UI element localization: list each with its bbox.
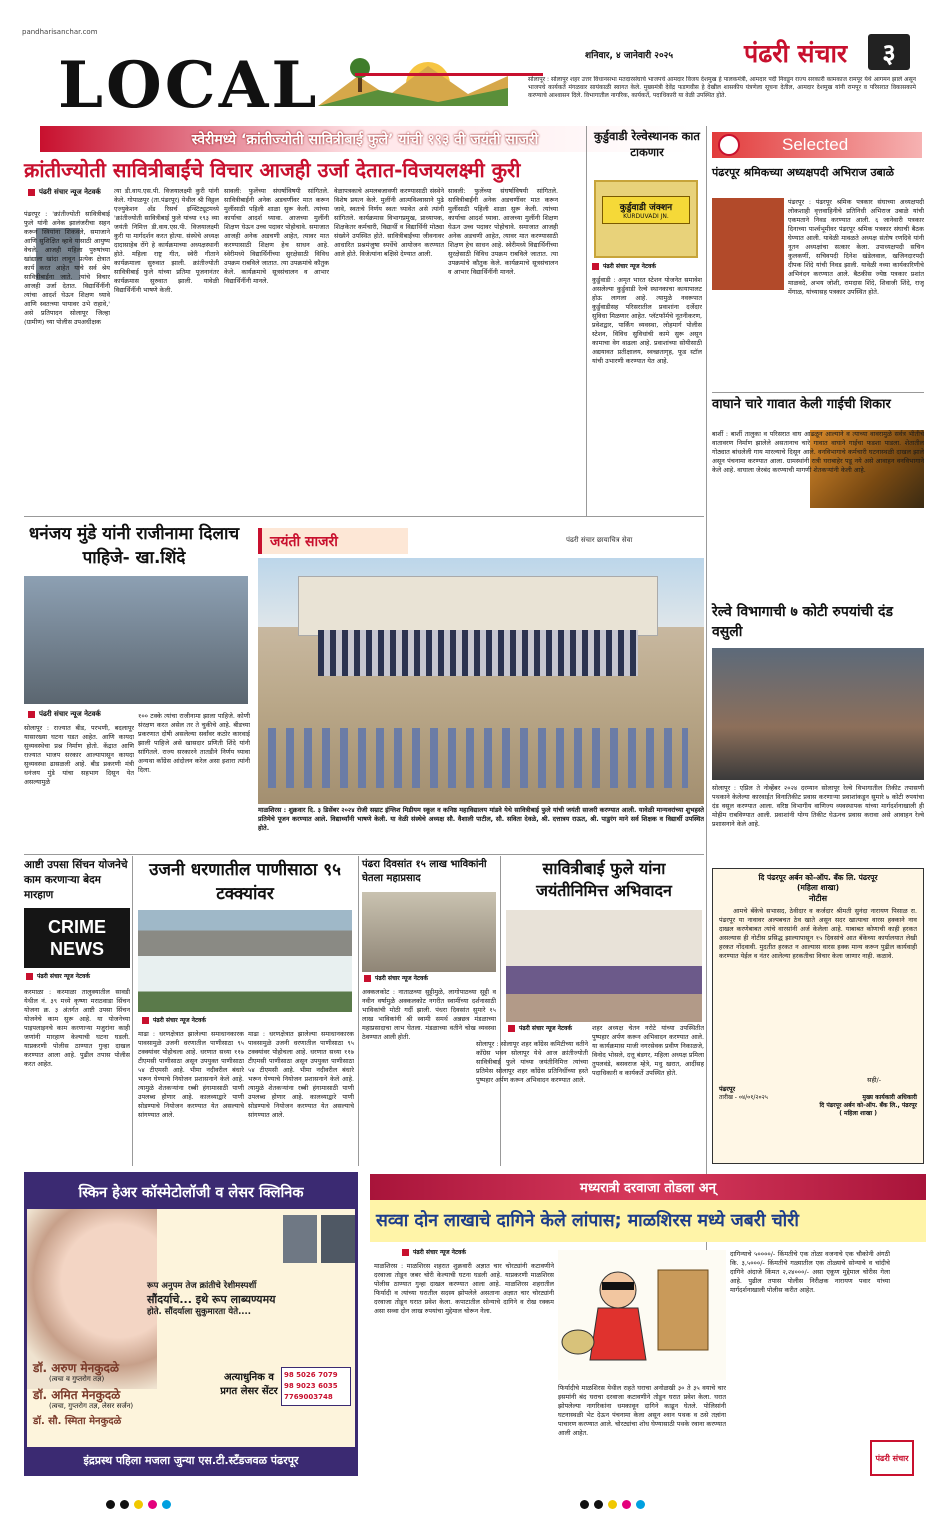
story1-col3: सावली: फुलेंच्या संघर्षाविषयी सांगितले. सावित्रीबाईंनी अनेक अडचणींवर मात करून मुलींसाठी पहिली शाळा सुरू केली. त्यांच्या कार्याचा आदर्श घ्यावा. आजच्या मुलींनी शिक्षण घेऊन उच्च पदावर पोहोचावे. समाजात आजही अनेक अडचणी आहेत, त्यावर मात करण्यासाठी शिक्षण हेच साधन आहे. स्वेरीमध्ये विद्यार्थिनींच्या सुरक्षेसाठी विविध उपक्रम राबविले जातात. त्या उपक्रमांचे कौतुक केले. कार्यक्रमाचे सूत्रसंचालन व आभार विद्यार्थिनींनी मानले. xyxy=(224,187,329,285)
notice-sign3: दि पंढरपूर अर्बन को-ऑप. बँक लि., पंढरपूर xyxy=(819,1102,917,1109)
kurduwadi-byline: पंढरी संचार न्यूज नेटवर्क xyxy=(592,262,656,270)
mahaprasad-byline: पंढरी संचार न्यूज नेटवर्क xyxy=(364,974,428,982)
notice-footer xyxy=(719,1093,917,1101)
ad-tagline-box xyxy=(147,1277,347,1322)
crime-news-text: CRIME NEWS xyxy=(48,917,106,959)
chori-kicker-bar xyxy=(370,1174,926,1200)
savitri-right: शहर अध्यक्ष चेतन नरोटे यांच्या उपस्थितीत पुष्पहार अर्पण करून अभिवादन करण्यात आले. या कार्यक्रमास माजी नगरसेवक प्रवीण निकाळजे, विनोद भोसले, दत्तू बंडगर, महिला अध्यक्ष प्रमिला तुपलवंडे, बसवराज म्हेत्रे, मधु खरात, आदींसह पदाधिकारी व कार्यकर्ते उपस्थित होते. xyxy=(592,1024,704,1077)
issue-date: शनिवार, ४ जानेवारी २०२५ xyxy=(585,51,674,61)
story1-col1: पंढरपूर : 'क्रांतीज्योती सावित्रीबाई फुले यांनी अनेक झालंजरीचा सहन करून स्त्रियांना शिकवले, समाजाने आणि सुशिक्षित व्हावे यासाठी आयुष्य वेचले. आजही महिला पुरुषांच्या खांद्याला खांदा लावून प्रत्येक क्षेत्रात कार्य करत आहेत याचे सर्व श्रेय सावित्रीबाईंना जाते. त्यांचे विचार आजही उर्जा देतात. विद्यार्थिनींनी त्यांचा आदर्श घेऊन शिक्षण घ्यावे आणि स्वतःच्या पायावर उभे राहावे,' असे प्रतिपादन सोलापूर जिल्हा (ग्रामीण) च्या पोलीस उपअधीक्षक xyxy=(24,210,110,326)
notice-branch: (महिला शाखा) xyxy=(796,883,840,892)
story1-byline: पंढरी संचार न्यूज नेटवर्क xyxy=(28,188,101,197)
students-row xyxy=(318,630,638,676)
story1-headline: क्रांतीज्योती सावित्रीबाईंचे विचार आजही उर्जा देतात-विजयलक्ष्मी कुरी xyxy=(24,158,521,182)
notice-sign4: ( महिला शाखा ) xyxy=(839,1110,877,1117)
ujani-body: माढा : धरणक्षेत्रात झालेल्या समाधानकारक पावसामुळे उजनी धरणातील पाणीसाठा ९५ टक्क्यांवर पोहोचला आहे. धरणात सध्या ११७ टीएमसी पाणीसाठा असून उपयुक्त पाणीसाठा ५४ टीएमसी आहे. भीमा नदीवरील बंधारे भरून घेण्याचे नियोजन प्रशासनाने केले आहे. त्यामुळे शेतकऱ्यांना रब्बी हंगामासाठी पाणी उपलब्ध होणार आहे. कालव्याद्वारे पाणी सोडण्याचे नियोजन करण्यात येत असल्याचे सांगण्यात आले. xyxy=(138,1030,244,1119)
doc1-name: डॉ. अरुण मेनकुदळे xyxy=(33,1361,120,1375)
header-ticker: सोलापूर : सोलापूर शहर उत्तर विधानसभा मतदारसंघाचे भाजपचे आमदार विजय देशमुख हे पालकमंत्री, आमदार पदी निवडून राज्य सरकारी कामकाज रामपूर येथे आगमन झाले असून भाजपचे कार्यकर्ते मंगळवार सायंकाळी स्वागत केले. मुख्यमंत्री देवेंद्र फडणवीस हे देखील शासकीय यंत्रणेला सूचना देतील, आमदार देशमुख यांनी रामपूर व परिसरात विकासकामे करण्याचे आश्वासन दिले. विभागातील नागरिक, कार्यकर्ते, पदाधिकारी या वेळी उपस्थित होते. xyxy=(528,76,916,99)
students-seated xyxy=(268,728,688,788)
paper-name: पंढरी संचार xyxy=(744,39,848,68)
ad-doctor-photos xyxy=(283,1215,355,1263)
crime-news-image xyxy=(24,908,130,968)
section-title: LOCAL xyxy=(58,48,320,123)
ad-tagline-1: रूप अनुपम तेज क्रांतीचे रेशीमस्पर्शी xyxy=(147,1281,257,1291)
story1-col2: त्या डी.वाय.एस.पी. विजयालक्ष्मी कुरी यांनी केले. गोपाळपूर (ता.पंढरपूर) येथील श्री विठ्ठल एज्युकेशन अँड रिसर्च इन्स्टिट्यूटमध्ये 'क्रांतीज्योती सावित्रीबाई फुले यांच्या १९३ व्या जयंती निमित्त डी.वाय.एस.पी. विजयालक्ष्मी कुरी या मार्गदर्शन करत होत्या. संस्थेचे अध्यक्ष दादासाहेब रोंगे हे कार्यक्रमाच्या अध्यक्षस्थानी होते. महिला राष्ट्र गीत, स्वेरी गीताने कार्यक्रमाला सुरुवात झाली. क्रांतीज्योती सावित्रीबाई फुले यांच्या प्रतिमा पूजनानंतर कार्यक्रमास सुरुवात झाली. यावेळी विद्यार्थिनींनी भाषणे केली. xyxy=(114,187,219,294)
chori-headline: सव्वा दोन लाखाचे दागिने केले लांपास; माळशिरस मध्ये जबरी चोरी xyxy=(376,1211,799,1231)
selected-logo-icon xyxy=(718,134,740,156)
kurduwadi-headline: कुर्डुवाडी रेल्वेस्थानक कात टाकणार xyxy=(594,129,700,159)
mahaprasad-photo xyxy=(362,892,496,972)
dhananjay-byline: पंढरी संचार न्यूज नेटवर्क xyxy=(28,710,101,719)
ujani-body-2: माढा : धरणक्षेत्रात झालेल्या समाधानकारक पावसामुळे उजनी धरणातील पाणीसाठा ९५ टक्क्यांवर पोहोचला आहे. धरणात सध्या ११७ टीएमसी पाणीसाठा असून उपयुक्त पाणीसाठा ५४ टीएमसी आहे. भीमा नदीवरील बंधारे भरून घेण्याचे नियोजन प्रशासनाने केले आहे. त्यामुळे शेतकऱ्यांना रब्बी हंगामासाठी पाणी उपलब्ध होणार आहे. कालव्याद्वारे पाणी सोडण्याचे नियोजन करण्यात येत असल्याचे सांगण्यात आले. xyxy=(248,1030,354,1119)
ad-tagline-3: होते. सौंदर्याला सुकुमारता येते.... xyxy=(147,1307,251,1317)
notice-sign1: सही/- xyxy=(867,1076,881,1084)
notice-place: पंढरपूर xyxy=(719,1085,736,1093)
savitri-photo xyxy=(506,910,702,1022)
print-color-dots-right xyxy=(580,1500,645,1509)
notice-bank: दि पंढरपूर अर्बन को-ऑप. बँक लि. पंढरपूर xyxy=(758,873,878,882)
chori-kicker: मध्यरात्री दरवाजा तोडला अन् xyxy=(580,1181,716,1196)
notice-sign2: मुख्य कार्यकारी अधिकारी xyxy=(862,1094,917,1101)
savitri-byline: पंढरी संचार न्यूज नेटवर्क xyxy=(508,1024,572,1032)
notice-date: तारीख - ०४/०१/२०२५ xyxy=(719,1094,768,1101)
notice-body: आमचे बँकेचे सभासद, ठेवीदार व कर्जदार श्रीमती सुनंदा नारायण पिसाळ रा. पंढरपूर या नावावर अल्पबचत ठेव खाते असून सदर खात्याचा वारस हक्काने नाव दाखल करणेबाबत त्यांचे वारसांनी अर्ज केलेला आहे. याबाबत कोणाची काही हरकत असल्यास ही नोटीस प्रसिद्ध झाल्यापासून १५ दिवसांचे आत बँकेच्या कार्यालयात लेखी हरकत नोंदवावी. मुदतीत हरकत न आल्यास वारस हक्क मान्य करून पुढील कार्यवाही करण्यात येईल व नंतर आलेल्या हरकतीचा विचार केला जाणार नाही. कळावे. xyxy=(719,907,917,960)
ad-phone-2[interactable]: 98 9023 6035 xyxy=(284,1382,338,1390)
ad-title: स्किन हेअर कॉस्मेटोलॉजी व लेसर क्लिनिक xyxy=(78,1185,304,1201)
page-number-badge xyxy=(868,34,910,70)
doctor-photo-2 xyxy=(321,1215,355,1263)
dhananjay-left: सोलापूर : राज्यात बीड, परभणी, बदलापूर यासारख्या घटना घडत आहेत. आणि कायदा सुव्यवस्थेचा प्रश्न निर्माण होतो. केंद्रात आणि राज्यात भाजप सरकार आल्यापासून कायदा सुव्यवस्था ढासळली आहे. बीड प्रकरणी मंत्री धनंजय मुंडे यांचा सहभाग दिसून येत असल्यामुळे xyxy=(24,724,134,786)
landscape-logo-icon xyxy=(318,46,508,106)
adhikari-byline: पंढरी संचार न्यूज नेटवर्क xyxy=(26,972,90,980)
kicker-text: स्वेरीमध्ये ‘क्रांतीज्योती सावित्रीबाई फुले’ यांची १९३ वी जयंती साजरी xyxy=(191,131,539,148)
bank-notice xyxy=(712,868,924,1164)
ad-phone-3[interactable]: 7769003748 xyxy=(284,1393,333,1401)
clinic-ad[interactable] xyxy=(24,1172,358,1476)
kurduwadi-photo xyxy=(594,180,698,258)
ad-feature-2: प्रगत लेसर सेंटर xyxy=(220,1386,278,1397)
doc2-name: डॉ. अमित मेनकुदळे xyxy=(33,1388,121,1402)
railfine-headline: रेल्वे विभागाची ७ कोटी रुपयांची दंड वसुली xyxy=(712,604,893,640)
railfine-photo xyxy=(712,648,924,780)
doc2-qual: (त्वचा, गुप्तरोग तज्ञ, लेसर सर्जन) xyxy=(49,1402,134,1410)
chori-logo-text: पंढरी संचार xyxy=(875,1453,909,1463)
ad-feature xyxy=(207,1371,291,1399)
notice-title: नोटीस xyxy=(808,894,828,903)
chori-headline-box xyxy=(370,1200,926,1242)
kurduwadi-body: कुर्डुवाडी : अमृत भारत स्टेशन योजनेत समावेश असलेल्या कुर्डुवाडी रेल्वे स्थानकाचा कायापालट होऊ लागला आहे. त्यामुळे नवरूपात कुर्डुवाडीसह परिसरातील प्रवाशांना दर्जेदार सुविधा मिळणार आहेत. प्लॅटफॉर्मचे नूतनीकरण, प्रवेशद्वार, पार्किंग व्यवस्था, लोहमार्ग पोलीस स्टेशन, विविध सुविधांची कामे सुरू असून कामाचा वेग वाढला आहे. प्रवाशांच्या सोयीसाठी अद्ययावत प्रतीक्षालय, स्वच्छतागृह, फूड स्टॉल यांची उभारणी करण्यात येत आहे. xyxy=(592,276,702,365)
dhananjay-photo xyxy=(24,576,248,704)
ad-phones[interactable] xyxy=(281,1367,351,1406)
ujani-photo xyxy=(138,910,352,1012)
divider-h-tiger xyxy=(712,392,924,393)
mahaprasad-headline: पंढरा दिवसांत १५ लाख भाविकांनी घेतला महाप्रसाद xyxy=(362,859,487,884)
divider-h-mid xyxy=(24,516,704,517)
doctor-photo-1 xyxy=(283,1215,317,1263)
ad-address: इंद्रप्रस्थ पहिला मजला जुन्या एस.टी.स्टँडजवळ पंढरपूर xyxy=(83,1453,299,1467)
selected-headline: पंढरपूर श्रमिकच्या अध्यक्षपदी अभिराज उबाळे xyxy=(712,166,895,179)
ad-title-bar xyxy=(27,1175,355,1209)
story1-col4: वेळापत्रकाचे अमलबजावणी करण्यासाठी संस्थेने विशेष प्रयत्न केले. मुलींनी आत्मविश्वासाने पुढे जावे, स्वतःचे निर्णय स्वतः घ्यावेत असे त्यांनी सांगितले. कार्यक्रमास विभागप्रमुख, प्राध्यापक, शिक्षकेतर कर्मचारी, विद्यार्थी व विद्यार्थिनी मोठ्या संख्येने उपस्थित होते. सावित्रीबाईंच्या जीवनावर आधारित प्रश्नमंजुषा स्पर्धेचे आयोजन करण्यात आले होते. विजेत्यांना बक्षिसे देण्यात आली. xyxy=(334,187,444,258)
dhananjay-right: १०० टक्के त्यांचा राजीनामा झाला पाहिजे. कोणी संरक्षण करत असेल तर ते चुकीचे आहे. बीडच्या प्रकरणात दोषी असलेल्या सर्वांवर कठोर कारवाई झाली पाहिजे असे खासदार प्रणिती शिंदे यांनी सांगितले. राज्य सरकारने तातडीने निर्णय घ्यावा अन्यथा काँग्रेस आंदोलन करेल असा इशारा त्यांनी दिला. xyxy=(138,712,250,774)
adhikari-body: करमाळा : करमाळा तालुक्यातील सावडी येथील नं. ३९ मध्ये कृष्णा मराठवाडा सिंचन योजना क्र. ३ अंतर्गत आष्टी उपसा सिंचन योजनेचे काम सुरू आहे. या योजनेच्या पाइपलाइनचे काम करणाऱ्या मजुरांना काही जणांनी मारहाण केल्याची घटना घडली. याप्रकरणी पोलीस ठाण्यात गुन्हा दाखल करण्यात आला आहे. पुढील तपास पोलीस करत आहेत. xyxy=(24,988,130,1068)
print-color-dots xyxy=(106,1500,171,1509)
ad-address-bar xyxy=(27,1447,355,1473)
ujani-byline: पंढरी संचार न्यूज नेटवर्क xyxy=(142,1016,206,1024)
savitri-headline: सावित्रीबाई फुले यांना जयंतीनिमित्त अभिवादन xyxy=(536,859,672,900)
divider-v3 xyxy=(132,856,133,1166)
chori-col1: माळशिरस : माळशिरस शहरात शुक्रवारी अज्ञात चार चोरट्यांनी कटावणीने दरवाजा तोडून जबर चोरी केल्याची घटना घडली आहे. याप्रकरणी माळशिरस पोलीस ठाण्यात गुन्हा दाखल करण्यात आला आहे. माळशिरस शहरातील फिर्यादी व त्यांच्या घरातील सदस्य झोपलेले असताना अज्ञात चार चोरट्यांनी दरवाजा तोडून घरात प्रवेश केला. कपाटातील सोन्याचे दागिने व रोख रक्कम असा सव्वा दोन लाख रुपयांचा मुद्देमाल चोरून नेला. xyxy=(374,1262,554,1315)
jayanti-photo xyxy=(258,558,704,804)
mahaprasad-body: अक्कलकोट : नाताळच्या सुट्टीमुळे, लागोपाठच्या सुट्टी व नवीन वर्षामुळे अक्कलकोट नगरीत स्वामींच्या दर्शनासाठी भाविकांची मोठी गर्दी झाली. पंधरा दिवसांत सुमारे १५ लाख भाविकांनी श्री स्वामी समर्थ अन्नछत्र मंडळाच्या महाप्रसादाचा लाभ घेतला. मंडळाच्या वतीने चोख व्यवस्था ठेवण्यात आली होती. xyxy=(362,988,496,1041)
doc3-name: डॉ. सौ. स्मिता मेनकुदळे xyxy=(33,1416,122,1427)
ujani-headline: उजनी धरणातील पाणीसाठा ९५ टक्क्यांवर xyxy=(149,860,341,904)
chori-logo-badge xyxy=(870,1440,914,1476)
site-url[interactable]: pandharisanchar.com xyxy=(22,28,98,36)
photo-credit: पंढरी संचार छायाचित्र सेवा xyxy=(566,536,633,544)
station-sign: कुर्डुवाडी जंक्शन KURDUVADI JN. xyxy=(602,196,690,224)
divider-v4 xyxy=(358,856,359,1166)
header-rule xyxy=(355,73,543,76)
ad-feature-1: अत्याधुनिक व xyxy=(224,1372,274,1383)
page-number: ३ xyxy=(882,39,896,69)
divider-v1 xyxy=(586,126,587,516)
tiger-headline: वाघाने चारे गावात केली गाईची शिकार xyxy=(712,397,891,412)
jayanti-label: जयंती साजरी xyxy=(270,533,338,550)
ad-doctors xyxy=(33,1361,193,1429)
jayanti-caption: माळशिरस : शुक्रवार दि. ३ डिसेंबर २०२४ रोजी सम्राट इंग्लिश मिडीयम स्कूल व कनिष्ठ महाविद्यालय मांडवे येथे सावित्रीबाई फुले यांची जयंती साजरी करण्यात आली. यावेळी मान्यवरांच्या शुभहस्ते प्रतिमेचे पूजन करण्यात आले. विद्यार्थ्यांनी भाषणे केली. या वेळी संस्थेचे अध्यक्ष सौ. वैशाली पाटील, सौ. सविता देवळे, श्री. दत्तात्रय राऊत, श्री. पाडुरंग माने सर्व शिक्षक व विद्यार्थी उपस्थित होते. xyxy=(258,806,704,832)
ad-tagline-2: सौंदर्याचे... इथे रूप लाब्यण्यमय xyxy=(147,1293,276,1306)
divider-h-row3 xyxy=(24,854,704,855)
school-building xyxy=(298,576,658,636)
jayanti-label-box xyxy=(258,528,408,554)
tiger-body: बार्शी : बार्शी तालुका व परिसरात वाघ आढळून आल्याने व त्याच्या वावरामुळे सर्वत्र भीतीचे वातावरण निर्माण झालेले असतानाच चारे गावात वाघाने गाईचा फडशा पाडला. शेतातील गोठ्यात बांधलेली गाय मारल्याचे दिसून आले. वनविभागाचे कर्मचारी घटनास्थळी दाखल झाले असून पंचनामा करण्यात आला. ग्रामस्थांनी रात्री घराबाहेर पडू नये असे आवाहन वनविभागाने केले आहे. वाघाला जेरबंद करण्याची मागणी शेतकऱ्यांनी केली आहे. xyxy=(712,430,924,474)
adhikari-headline: आष्टी उपसा सिंचन योजनेचे काम करणाऱ्या बेदम मारहाण xyxy=(24,859,128,901)
selected-label: Selected xyxy=(782,135,849,154)
ad-phone-1[interactable]: 98 5026 7079 xyxy=(284,1371,338,1379)
railfine-body: सोलापूर : एप्रिल ते नोव्हेंबर २०२४ दरम्यान सोलापूर रेल्वे विभागातील तिकीट तपासणी पथकाने केलेल्या कारवाईत विनातिकीट प्रवास करणाऱ्या प्रवाशांकडून सुमारे ७ कोटी रुपयांचा दंड वसूल करण्यात आला. वरिष्ठ विभागीय वाणिज्य व्यवस्थापक यांच्या मार्गदर्शनाखाली ही मोहीम राबविण्यात आली. प्रवाशांनी योग्य तिकीट घेऊनच प्रवास करावा असे आवाहन रेल्वे प्रशासनाने केले आहे. xyxy=(712,784,924,828)
selected-body: पंढरपूर : पंढरपूर श्रमिक पत्रकार संघाच्या अध्यक्षपदी लोकशाही वृत्तवाहिनीचे प्रतिनिधी अभिराज उबाळे यांची एकमताने निवड करण्यात आली. ६ जानेवारी पत्रकार दिनाच्या पार्श्वभूमीवर पंढरपूर श्रमिक पत्रकार संघाची बैठक घेण्यात आली. यावेळी मावळते अध्यक्ष संतोष रणदिवे यांनी नूतन अध्यक्षांचा सत्कार केला. उपाध्यक्षपदी सचिन कुलकर्णी, सचिवपदी दिनेश खंडेलवाल, खजिनदारपदी दीपक शिंदे यांची निवड झाली. यावेळी नव्या कार्यकारिणीचे अभिनंदन करण्यात आले. बैठकीस ज्येष्ठ पत्रकार प्रशांत माळवदे, अभय जोशी, रामदास शिंदे, शिवाजी शिंदे, राजू मेंगाळ, यांच्यासह पत्रकार उपस्थित होते. xyxy=(788,198,924,296)
chori-col3: दागिन्याचे ५००००/- किंमतीचे एक तोळा वजनाचे एक चौकोनी अंगठी कि. ३,५०००/- किंमतीचे गळ्यातील एक तोळ्याचे सोन्याचे व चांदीचे दागिने अंदाजे किंमत २,२४०००/- असा एकूण मुद्देमाल चोरीस गेला आहे. पुढील तपास पोलीस निरीक्षक नारायण पवार यांच्या मार्गदर्शनाखाली पोलीस करीत आहेत. xyxy=(730,1250,890,1294)
selected-banner xyxy=(712,132,922,158)
thief-illustration-icon xyxy=(558,1250,726,1380)
chori-col2: फिर्यादीचे माळशिरस येथील राहते घराचा अनोळखी ३० ते ३५ वयाचे चार इसमांनी बंद घराचा दरवाजा कटावणीने तोडून घरात प्रवेश केला. घरात झोपलेल्या नागरिकांना धमकावून दागिने काढून घेतले. पोलिसांनी घटनास्थळी भेट देऊन पंचनामा केला असून श्वान पथक व ठसे तज्ञांना पाचारण करण्यात आले. चोरट्यांचा शोध घेण्यासाठी पथके रवाना करण्यात आली आहेत. xyxy=(558,1384,726,1437)
divider-v2 xyxy=(706,126,707,1256)
doc1-qual: (त्वचा व गुप्तरोग तज्ञ) xyxy=(49,1375,105,1383)
chori-byline: पंढरी संचार न्यूज नेटवर्क xyxy=(402,1248,466,1256)
story1-col5: सावली: फुलेंच्या संघर्षाविषयी सांगितले. सावित्रीबाईंनी अनेक अडचणींवर मात करून मुलींसाठी पहिली शाळा सुरू केली. त्यांच्या कार्याचा आदर्श घ्यावा. आजच्या मुलींनी शिक्षण घेऊन उच्च पदावर पोहोचावे. समाजात आजही अनेक अडचणी आहेत, त्यावर मात करण्यासाठी शिक्षण हेच साधन आहे. स्वेरीमध्ये विद्यार्थिनींच्या सुरक्षेसाठी विविध उपक्रम राबविले जातात. त्या उपक्रमांचे कौतुक केले. कार्यक्रमाचे सूत्रसंचालन व आभार विद्यार्थिनींनी मानले. xyxy=(448,187,558,276)
savitri-left: सोलापूर : सोलापूर शहर कॉंग्रेस कमिटीच्या वतीने कॉंग्रेस भवन सोलापूर येथे आज क्रांतीज्योती सावित्रीबाई फुले यांच्या जयंतीनिमित्त त्यांच्या प्रतिमेस सोलापूर शहर काँग्रेस प्रतिनिधींच्या हस्ते पुष्पहार अर्पण करून अभिवादन करण्यात आले. xyxy=(476,1040,588,1084)
dhananjay-headline: धनंजय मुंडे यांनी राजीनामा दिलाच पाहिजे- खा.शिंदे xyxy=(28,524,240,568)
